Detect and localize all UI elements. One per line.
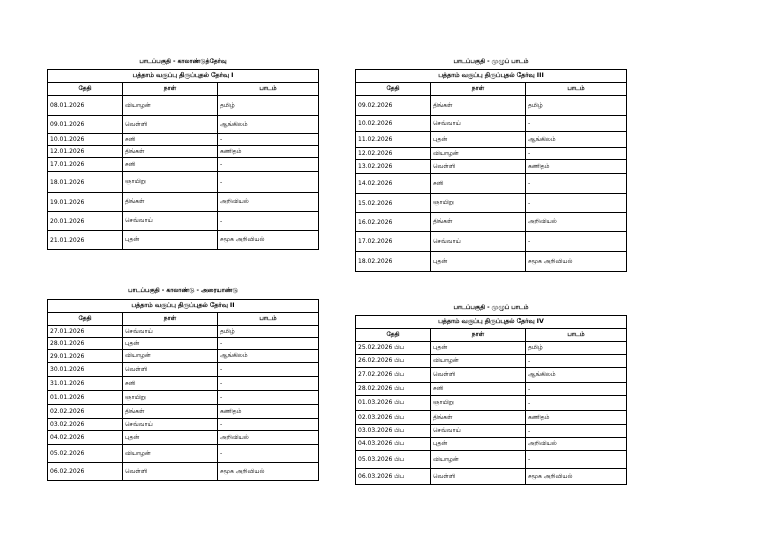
date-cell: 26.02.2026 பிப [356, 355, 431, 368]
table-row [48, 419, 319, 431]
table-row [48, 231, 319, 250]
day-cell: திங்கள் [123, 146, 218, 158]
schedule-4-section-heading: பாடப்பகுதி - முழுப் பாடம் [453, 304, 529, 311]
day-cell: செவ்வாய் [123, 212, 218, 231]
table-row [356, 96, 627, 116]
date-cell: 09.02.2026 [356, 96, 431, 116]
subject-cell: ஆங்கிலம் [218, 350, 319, 363]
subject-cell: - [526, 396, 627, 411]
table-row [48, 193, 319, 212]
day-cell: திங்கள் [431, 96, 526, 116]
day-cell: ஞாயிறு [123, 172, 218, 193]
subject-cell: அறிவியல் [526, 438, 627, 451]
subject-cell: - [526, 451, 627, 469]
date-cell: 12.01.2026 [48, 146, 123, 158]
subject-cell: - [526, 383, 627, 396]
table-row [356, 355, 627, 368]
subject-cell: - [526, 174, 627, 194]
schedule-3-title: பத்தாம் வகுப்பு திருப்புதல் தேர்வு III [356, 70, 627, 83]
day-cell: புதன் [123, 431, 218, 445]
table-row [48, 172, 319, 193]
subject-cell: கணிதம் [526, 160, 627, 174]
subject-cell: தமிழ் [526, 342, 627, 355]
column-header-day: நாள் [123, 83, 218, 96]
subject-cell: - [526, 194, 627, 213]
subject-cell: கணிதம் [218, 405, 319, 419]
table-row [48, 431, 319, 445]
column-header-subject: பாடம் [526, 329, 627, 342]
day-cell: ஞாயிறு [431, 396, 526, 411]
schedule-3-table-block [355, 69, 627, 272]
table-row [356, 160, 627, 174]
column-header-subject: பாடம் [218, 83, 319, 96]
table-row [48, 158, 319, 172]
day-cell: புதன் [123, 338, 218, 350]
table-row [48, 445, 319, 463]
date-cell: 19.01.2026 [48, 193, 123, 212]
day-cell: ஞாயிறு [123, 391, 218, 405]
table-row [356, 232, 627, 252]
day-cell: சனி [123, 134, 218, 146]
schedule-2-table-block [47, 299, 319, 481]
table-row [48, 116, 319, 134]
subject-cell: சமூக அறிவியல் [526, 252, 627, 272]
column-header-subject: பாடம் [526, 83, 627, 96]
schedule-4-table [355, 315, 627, 485]
table-row [48, 338, 319, 350]
day-cell: புதன் [431, 252, 526, 272]
date-cell: 06.03.2026 பிப [356, 469, 431, 485]
date-cell: 21.01.2026 [48, 231, 123, 250]
date-cell: 02.03.2026 பிப [356, 411, 431, 425]
table-row [356, 194, 627, 213]
subject-cell: - [218, 212, 319, 231]
day-cell: புதன் [431, 132, 526, 148]
subject-cell: அறிவியல் [218, 431, 319, 445]
table-row [356, 213, 627, 232]
column-header-day: நாள் [123, 313, 218, 326]
date-cell: 14.02.2026 [356, 174, 431, 194]
subject-cell: அறிவியல் [218, 193, 319, 212]
table-row [356, 174, 627, 194]
subject-cell: ஆங்கிலம் [526, 368, 627, 383]
table-row [356, 132, 627, 148]
subject-cell: - [218, 338, 319, 350]
day-cell: வியாழன் [431, 148, 526, 160]
date-cell: 28.02.2026 பிப [356, 383, 431, 396]
date-cell: 18.01.2026 [48, 172, 123, 193]
date-cell: 01.03.2026 பிப [356, 396, 431, 411]
subject-cell: - [526, 355, 627, 368]
subject-cell: - [218, 172, 319, 193]
day-cell: புதன் [123, 231, 218, 250]
date-cell: 25.02.2026 பிப [356, 342, 431, 355]
day-cell: புதன் [431, 342, 526, 355]
subject-cell: கணிதம் [526, 411, 627, 425]
table-row [48, 391, 319, 405]
date-cell: 08.01.2026 [48, 96, 123, 116]
table-row [356, 383, 627, 396]
day-cell: செவ்வாய் [431, 425, 526, 438]
schedule-3-section-heading: பாடப்பகுதி - முழுப் பாடம் [453, 58, 529, 65]
subject-cell: சமூக அறிவியல் [218, 463, 319, 481]
date-cell: 13.02.2026 [356, 160, 431, 174]
date-cell: 03.03.2026 பிப [356, 425, 431, 438]
schedule-2-section-heading: பாடப்பகுதி - காலாண்டு - அரையாண்டு [128, 287, 238, 294]
day-cell: செவ்வாய் [431, 232, 526, 252]
day-cell: திங்கள் [123, 193, 218, 212]
table-row [356, 425, 627, 438]
date-cell: 17.02.2026 [356, 232, 431, 252]
day-cell: சனி [431, 174, 526, 194]
subject-cell: சமூக அறிவியல் [218, 231, 319, 250]
day-cell: சனி [123, 377, 218, 391]
table-row [48, 363, 319, 377]
table-row [48, 377, 319, 391]
schedule-4-table-block [355, 315, 627, 485]
table-row [356, 438, 627, 451]
day-cell: சனி [123, 158, 218, 172]
schedule-2-table [47, 299, 319, 481]
table-row [48, 350, 319, 363]
subject-cell: அறிவியல் [526, 213, 627, 232]
table-row [48, 463, 319, 481]
date-cell: 27.01.2026 [48, 326, 123, 338]
date-cell: 11.02.2026 [356, 132, 431, 148]
day-cell: வியாழன் [123, 96, 218, 116]
subject-cell: - [526, 116, 627, 132]
day-cell: திங்கள் [431, 411, 526, 425]
table-row [356, 411, 627, 425]
subject-cell: - [526, 148, 627, 160]
date-cell: 05.03.2026 பிப [356, 451, 431, 469]
schedule-1-table [47, 69, 319, 250]
column-header-subject: பாடம் [218, 313, 319, 326]
date-cell: 05.02.2026 [48, 445, 123, 463]
table-row [356, 368, 627, 383]
table-row [48, 405, 319, 419]
date-cell: 04.03.2026 பிப [356, 438, 431, 451]
subject-cell: - [526, 232, 627, 252]
table-row [48, 96, 319, 116]
date-cell: 12.02.2026 [356, 148, 431, 160]
column-header-day: நாள் [431, 329, 526, 342]
day-cell: திங்கள் [431, 213, 526, 232]
schedule-4-title: பத்தாம் வகுப்பு திருப்புதல் தேர்வு IV [356, 316, 627, 329]
day-cell: வியாழன் [431, 451, 526, 469]
column-header-date: தேதி [48, 313, 123, 326]
day-cell: செவ்வாய் [431, 116, 526, 132]
column-header-date: தேதி [356, 329, 431, 342]
table-row [356, 252, 627, 272]
subject-cell: - [218, 419, 319, 431]
subject-cell: சமூக அறிவியல் [526, 469, 627, 485]
date-cell: 30.01.2026 [48, 363, 123, 377]
date-cell: 04.02.2026 [48, 431, 123, 445]
day-cell: புதன் [431, 438, 526, 451]
day-cell: வெள்ளி [123, 363, 218, 377]
date-cell: 10.01.2026 [48, 134, 123, 146]
schedule-1-table-block [47, 69, 319, 250]
date-cell: 28.01.2026 [48, 338, 123, 350]
table-row [48, 146, 319, 158]
day-cell: வியாழன் [123, 350, 218, 363]
day-cell: வெள்ளி [123, 463, 218, 481]
table-row [356, 451, 627, 469]
date-cell: 10.02.2026 [356, 116, 431, 132]
column-header-day: நாள் [431, 83, 526, 96]
subject-cell: - [218, 363, 319, 377]
subject-cell: - [218, 158, 319, 172]
subject-cell: - [218, 391, 319, 405]
subject-cell: - [526, 425, 627, 438]
date-cell: 06.02.2026 [48, 463, 123, 481]
subject-cell: - [218, 377, 319, 391]
date-cell: 01.01.2026 [48, 391, 123, 405]
date-cell: 29.01.2026 [48, 350, 123, 363]
subject-cell: ஆங்கிலம் [526, 132, 627, 148]
day-cell: திங்கள் [123, 405, 218, 419]
column-header-date: தேதி [356, 83, 431, 96]
subject-cell: தமிழ் [218, 96, 319, 116]
date-cell: 31.01.2026 [48, 377, 123, 391]
date-cell: 20.01.2026 [48, 212, 123, 231]
day-cell: வியாழன் [431, 355, 526, 368]
table-row [48, 134, 319, 146]
schedule-3-table [355, 69, 627, 272]
day-cell: வியாழன் [123, 445, 218, 463]
day-cell: வெள்ளி [431, 469, 526, 485]
date-cell: 17.01.2026 [48, 158, 123, 172]
subject-cell: - [218, 445, 319, 463]
subject-cell: தமிழ் [526, 96, 627, 116]
schedule-1-title: பத்தாம் வகுப்பு திருப்புதல் தேர்வு I [48, 70, 319, 83]
date-cell: 02.02.2026 [48, 405, 123, 419]
day-cell: செவ்வாய் [123, 326, 218, 338]
table-row [48, 326, 319, 338]
column-header-date: தேதி [48, 83, 123, 96]
date-cell: 15.02.2026 [356, 194, 431, 213]
date-cell: 16.02.2026 [356, 213, 431, 232]
date-cell: 09.01.2026 [48, 116, 123, 134]
table-row [48, 212, 319, 231]
date-cell: 27.02.2026 பிப [356, 368, 431, 383]
date-cell: 18.02.2026 [356, 252, 431, 272]
table-row [356, 396, 627, 411]
day-cell: வெள்ளி [123, 116, 218, 134]
subject-cell: - [218, 134, 319, 146]
table-row [356, 342, 627, 355]
date-cell: 03.02.2026 [48, 419, 123, 431]
subject-cell: தமிழ் [218, 326, 319, 338]
schedule-1-section-heading: பாடப்பகுதி - காலாண்டுத்தேர்வு [139, 58, 227, 65]
table-row [356, 469, 627, 485]
day-cell: ஞாயிறு [431, 194, 526, 213]
table-row [356, 148, 627, 160]
subject-cell: கணிதம் [218, 146, 319, 158]
day-cell: சனி [431, 383, 526, 396]
subject-cell: ஆங்கிலம் [218, 116, 319, 134]
day-cell: வெள்ளி [431, 160, 526, 174]
table-row [356, 116, 627, 132]
day-cell: வெள்ளி [431, 368, 526, 383]
day-cell: செவ்வாய் [123, 419, 218, 431]
schedule-2-title: பத்தாம் வகுப்பு திருப்புதல் தேர்வு II [48, 300, 319, 313]
